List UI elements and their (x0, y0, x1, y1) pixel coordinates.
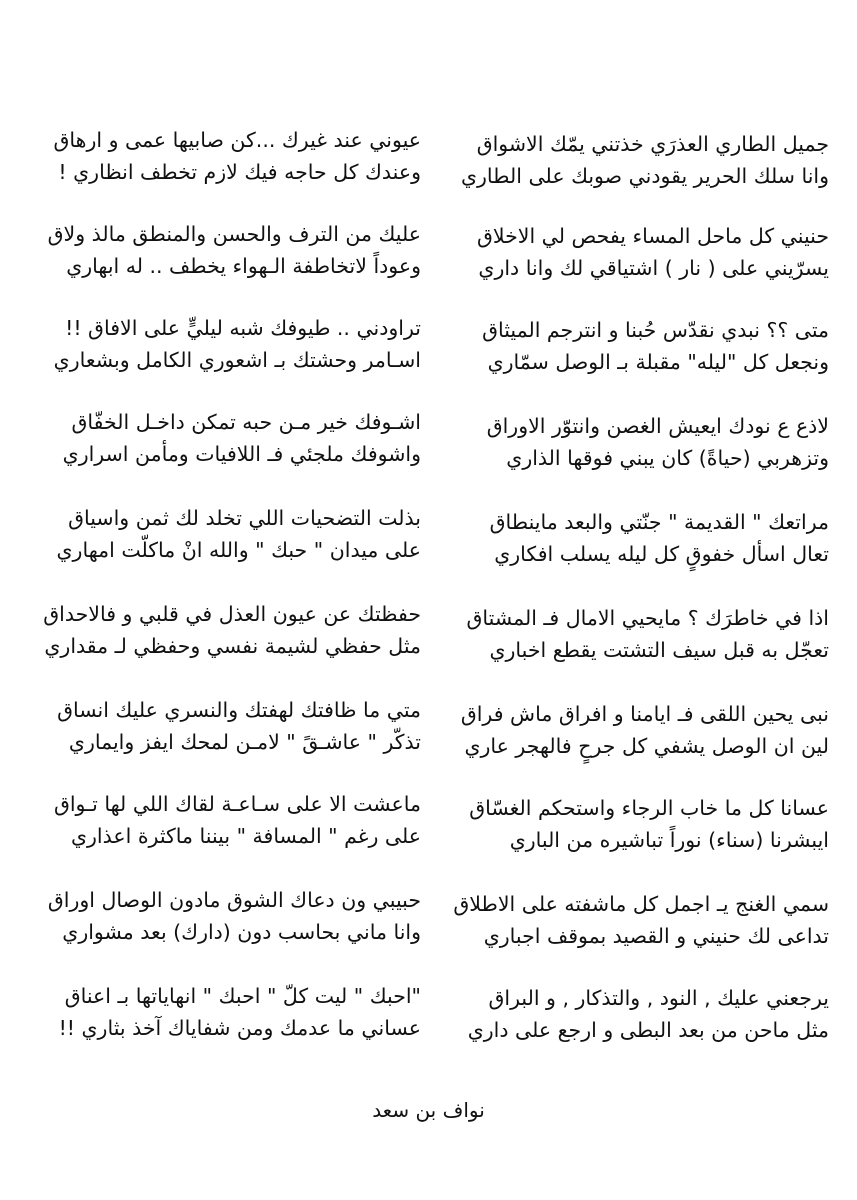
stanza-right-6 (429, 602, 829, 666)
stanza-right-10 (429, 982, 829, 1046)
stanza-left-1 (11, 124, 421, 188)
verse-line: تعجّل به قبل سيف التشتت يقطع اخباري (489, 638, 829, 662)
verse-line: نبى يحين اللقى فـ ايامنا و افراق ماش فراق (460, 702, 829, 726)
stanza-right-4 (429, 410, 829, 474)
verse-line: يسرّيني على ( نار ) اشتياقي لك وانا داري (478, 256, 829, 280)
stanza-right-3 (429, 314, 829, 378)
verse-line: لاذع ع نودك ايعيش الغصن وانتوّر الاوراق (486, 414, 829, 438)
verse-line: جميل الطاري العذرَي خذتني يمّك الاشواق (476, 132, 829, 156)
stanza-left-3 (11, 312, 421, 376)
verse-line: اذا في خاطرَك ؟ مايحيي الامال فـ المشتاق (466, 606, 829, 630)
stanza-left-6 (11, 598, 421, 662)
verse-line: مثل حفظي لشيمة نفسي وحفظي لـ مقداري (44, 634, 421, 658)
verse-line: عليك من الترف والحسن والمنطق مالذ ولاق (47, 222, 421, 246)
verse-line: ونجعل كل "ليله" مقبلة بـ الوصل سمّاري (487, 350, 829, 374)
stanza-right-2 (429, 220, 829, 284)
verse-line: وتزهربي (حياةً) كان يبني فوقها الذاري (506, 446, 829, 470)
stanza-right-9 (429, 888, 829, 952)
verse-line: اشـوفك خير مـن حبه تمكن داخـل الخفّاق (71, 410, 421, 434)
verse-line: عساني ما عدمك ومن شفاياك آخذ بثاري !! (58, 1016, 421, 1040)
verse-line: مراتعك " القديمة " جنّتي والبعد ماينطاق (489, 510, 829, 534)
stanza-left-9 (11, 884, 421, 948)
verse-line: بذلت التضحيات اللي تخلد لك ثمن واسياق (68, 506, 421, 530)
verse-line: على ميدان " حبك " والله انْ ماكلّت امهاري (56, 538, 421, 562)
verse-line: "احبك " ليت كلّ " احبك " انهاياتها بـ اعناق (64, 984, 421, 1008)
verse-line: وانا ماني بحاسب دون (دارك) بعد مشواري (62, 920, 421, 944)
verse-line: وانا سلك الحرير يقودني صوبك على الطاري (460, 164, 829, 188)
stanza-right-1 (429, 128, 829, 192)
stanza-left-10 (11, 980, 421, 1044)
verse-line: ايبشرنا (سناء) نوراً تباشيره من الباري (509, 828, 829, 852)
stanza-left-2 (11, 218, 421, 282)
verse-line: تراودني .. طيوفك شبه ليليٍّ على الافاق !! (65, 316, 421, 340)
stanza-left-5 (11, 502, 421, 566)
verse-line: وعندك كل حاجه فيك لازم تخطف انظاري ! (58, 160, 421, 184)
verse-line: ماعشت الا على سـاعـة لقاك اللي لها تـواق (53, 792, 421, 816)
verse-line: مثل ماحن من بعد البطى و ارجع على داري (467, 1018, 829, 1042)
verse-line: حفظتك عن عيون العذل في قلبي و فالاحداق (43, 602, 421, 626)
verse-line: لين ان الوصل يشفي كل جرحٍ فالهجر عاري (464, 734, 829, 758)
verse-line: حبيبي ون دعاك الشوق مادون الوصال اوراق (47, 888, 421, 912)
verse-line: يرجعني عليك , النود , والتذكار , و البراق (488, 986, 829, 1010)
stanza-left-8 (11, 788, 421, 852)
verse-line: تذكّر " عاشـقً " لامـن لمحك ايفز وايماري (68, 730, 421, 754)
verse-line: اسـامر وحشتك بـ اشعوري الكامل وبشعاري (53, 348, 421, 372)
verse-line: حنيني كل ماحل المساء يفحص لي الاخلاق (476, 224, 829, 248)
verse-line: على رغم " المسافة " بيننا ماكثرة اعذاري (70, 824, 421, 848)
verse-line: سمي الغنج يـ اجمل كل ماشفته على الاطلاق (453, 892, 829, 916)
verse-line: وعوداً لاتخاطفة الـهواء يخطف .. له ابهاري (66, 254, 421, 278)
verse-line: متي ما ظافتك لهفتك والنسري عليك انساق (57, 698, 421, 722)
verse-line: واشوفك ملجئي فـ اللافيات ومأمن اسراري (62, 442, 421, 466)
verse-line: تعال اسأل خفوقٍ كل ليله يسلب افكاري (494, 542, 829, 566)
stanza-right-8 (429, 792, 829, 856)
stanza-right-7 (429, 698, 829, 762)
verse-line: عيوني عند غيرك ...كن صابيها عمى و ارهاق (53, 128, 421, 152)
stanza-left-4 (11, 406, 421, 470)
stanza-right-5 (429, 506, 829, 570)
verse-line: تداعى لك حنيني و القصيد بموقف اجباري (483, 924, 829, 948)
verse-line: متى ؟؟ نبدي نقدّس حُبنا و انترجم الميثاق (482, 318, 829, 342)
verse-line: عسانا كل ما خاب الرجاء واستحكم الغسّاق (469, 796, 829, 820)
stanza-left-7 (11, 694, 421, 758)
author-signature: نواف بن سعد (372, 1098, 485, 1122)
